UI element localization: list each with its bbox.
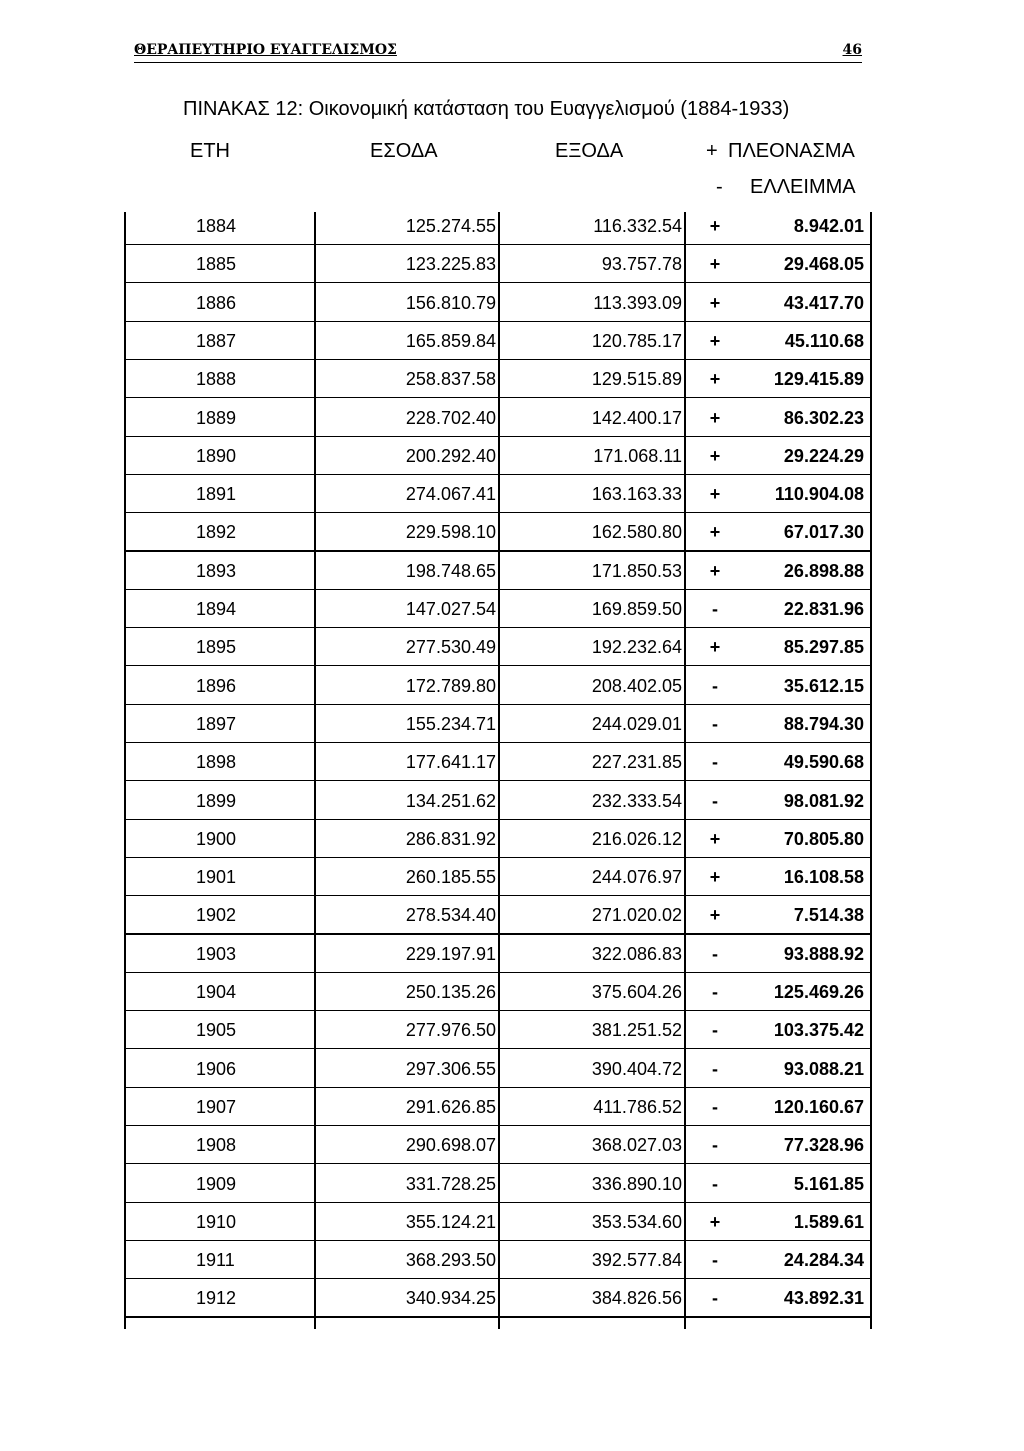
balance-cell: 86.302.23 — [783, 407, 864, 428]
sign-cell: - — [712, 1250, 718, 1271]
income-cell: 286.831.92 — [405, 828, 496, 849]
income-cell: 229.197.91 — [405, 943, 496, 964]
income-cell: 260.185.55 — [405, 867, 496, 888]
table-row — [124, 980, 872, 1018]
year-cell: 1911 — [196, 1250, 235, 1271]
sign-cell: - — [712, 982, 718, 1002]
header-income: ΕΣΟΔΑ — [370, 140, 438, 162]
balance-cell: 29.468.05 — [783, 254, 864, 275]
table-row — [124, 291, 872, 329]
table-row — [124, 252, 872, 290]
table-row — [124, 520, 872, 558]
table-row — [124, 1172, 872, 1210]
income-cell: 125.274.55 — [405, 216, 496, 236]
sign-cell: - — [712, 713, 718, 734]
year-cell: 1892 — [196, 522, 237, 543]
sign-cell: - — [712, 752, 718, 773]
expense-cell: 129.515.89 — [591, 369, 682, 390]
table-row — [124, 559, 872, 597]
table-row — [124, 1210, 872, 1248]
expense-cell: 116.332.54 — [593, 216, 682, 236]
balance-cell: 129.415.89 — [773, 369, 864, 390]
year-cell: 1910 — [196, 1211, 237, 1232]
year-cell: 1898 — [196, 752, 237, 773]
income-cell: 228.702.40 — [405, 407, 496, 428]
balance-cell: 70.805.80 — [783, 828, 864, 849]
year-cell: 1887 — [196, 330, 237, 351]
expense-cell: 384.826.56 — [591, 1288, 682, 1309]
expense-cell: 120.785.17 — [591, 330, 682, 351]
year-cell: 1899 — [196, 790, 237, 811]
expense-cell: 271.020.02 — [591, 905, 682, 926]
income-cell: 134.251.62 — [405, 790, 496, 811]
table-row — [124, 827, 872, 865]
year-cell: 1905 — [196, 1020, 237, 1041]
income-cell: 198.748.65 — [405, 560, 496, 581]
balance-cell: 16.108.58 — [783, 867, 864, 888]
expense-cell: 390.404.72 — [591, 1058, 682, 1079]
expense-cell: 375.604.26 — [591, 982, 682, 1002]
expense-cell: 208.402.05 — [591, 675, 682, 696]
year-cell: 1902 — [196, 905, 237, 926]
table-row — [124, 1057, 872, 1095]
balance-cell: 67.017.30 — [783, 522, 864, 543]
header-deficit-sign: - — [716, 176, 723, 198]
year-cell: 1908 — [196, 1135, 237, 1156]
expense-cell: 411.786.52 — [593, 1096, 682, 1117]
year-cell: 1889 — [196, 407, 237, 428]
year-cell: 1901 — [196, 867, 237, 888]
year-cell: 1884 — [196, 216, 237, 236]
expense-cell: 93.757.78 — [601, 254, 682, 275]
income-cell: 250.135.26 — [405, 982, 496, 1002]
table-row — [124, 674, 872, 712]
sign-cell: - — [712, 599, 718, 619]
table-row — [124, 903, 872, 941]
year-cell: 1909 — [196, 1173, 237, 1194]
balance-cell: 26.898.88 — [783, 560, 864, 581]
expense-cell: 322.086.83 — [591, 943, 682, 964]
expense-cell: 171.850.53 — [591, 560, 682, 581]
income-cell: 290.698.07 — [405, 1135, 496, 1156]
balance-cell: 98.081.92 — [783, 790, 864, 811]
balance-cell: 45.110.68 — [784, 330, 864, 351]
year-cell: 1890 — [196, 445, 237, 466]
income-cell: 277.530.49 — [405, 637, 496, 658]
table-row — [124, 712, 872, 750]
table-row — [124, 367, 872, 405]
table-row — [124, 635, 872, 673]
balance-cell: 8.942.01 — [793, 216, 864, 236]
sign-cell: + — [709, 216, 721, 236]
expense-cell: 192.232.64 — [591, 637, 682, 658]
balance-cell: 103.375.42 — [773, 1020, 864, 1041]
table-row — [124, 1286, 872, 1324]
sign-cell: - — [712, 1173, 718, 1194]
expense-cell: 171.068.11 — [593, 445, 682, 466]
income-cell: 123.225.83 — [405, 254, 496, 275]
expense-cell: 381.251.52 — [591, 1020, 682, 1041]
expense-cell: 163.163.33 — [591, 484, 682, 505]
expense-cell: 162.580.80 — [591, 522, 682, 543]
balance-cell: 24.284.34 — [783, 1250, 864, 1271]
year-cell: 1912 — [196, 1288, 237, 1309]
balance-cell: 5.161.85 — [793, 1173, 864, 1194]
income-cell: 155.234.71 — [405, 713, 496, 734]
running-head — [134, 38, 862, 63]
table-row — [124, 1248, 872, 1286]
balance-cell: 43.892.31 — [783, 1288, 864, 1309]
income-cell: 331.728.25 — [405, 1173, 496, 1194]
expense-cell: 113.393.09 — [593, 292, 682, 313]
expense-cell: 216.026.12 — [591, 828, 682, 849]
sign-cell: + — [709, 828, 721, 849]
year-cell: 1900 — [196, 828, 237, 849]
income-cell: 165.859.84 — [405, 330, 496, 351]
running-head-title: ΘΕΡΑΠΕΥΤΗΡΙΟ ΕΥΑΓΓΕΛΙΣΜΟΣ — [134, 42, 397, 58]
income-cell: 274.067.41 — [405, 484, 496, 505]
year-cell: 1886 — [196, 292, 237, 313]
balance-cell: 49.590.68 — [783, 752, 864, 773]
income-cell: 291.626.85 — [405, 1096, 496, 1117]
header-years: ΕΤΗ — [190, 140, 230, 162]
balance-cell: 29.224.29 — [783, 445, 864, 466]
income-cell: 368.293.50 — [405, 1250, 496, 1271]
header-surplus-sign: + — [706, 140, 718, 162]
table-title: ΠΙΝΑΚΑΣ 12: Οικονομική κατάσταση του Ευαγγελισμού (1884-1933) — [183, 98, 790, 120]
year-cell: 1906 — [196, 1058, 237, 1079]
income-cell: 200.292.40 — [405, 445, 496, 466]
header-deficit: ΕΛΛΕΙΜΜΑ — [750, 176, 856, 198]
year-cell: 1894 — [196, 599, 237, 619]
balance-cell: 22.831.96 — [783, 599, 864, 619]
expense-cell: 353.534.60 — [591, 1211, 682, 1232]
sign-cell: + — [709, 867, 721, 888]
sign-cell: + — [709, 254, 721, 275]
balance-cell: 110.904.08 — [774, 484, 864, 505]
table-row — [124, 1018, 872, 1056]
balance-cell: 1.589.61 — [793, 1211, 864, 1232]
page-number: 46 — [842, 42, 862, 58]
expense-cell: 244.076.97 — [591, 867, 682, 888]
balance-cell: 120.160.67 — [773, 1096, 864, 1117]
year-cell: 1904 — [196, 982, 237, 1002]
expense-cell: 244.029.01 — [591, 713, 682, 734]
income-cell: 172.789.80 — [405, 675, 496, 696]
year-cell: 1885 — [196, 254, 237, 275]
sign-cell: - — [712, 675, 718, 696]
sign-cell: - — [712, 1096, 718, 1117]
expense-cell: 232.333.54 — [591, 790, 682, 811]
table-row — [124, 750, 872, 788]
table-row — [124, 865, 872, 903]
income-cell: 147.027.54 — [405, 599, 496, 619]
sign-cell: - — [712, 1288, 718, 1309]
balance-cell: 35.612.15 — [783, 675, 864, 696]
sign-cell: + — [709, 292, 721, 313]
income-cell: 177.641.17 — [405, 752, 496, 773]
income-cell: 258.837.58 — [405, 369, 496, 390]
balance-cell: 85.297.85 — [783, 637, 864, 658]
sign-cell: + — [709, 330, 721, 351]
sign-cell: + — [709, 484, 721, 505]
expense-cell: 142.400.17 — [591, 407, 682, 428]
sign-cell: + — [709, 407, 721, 428]
sign-cell: + — [709, 369, 721, 390]
sign-cell: - — [712, 943, 718, 964]
table-row — [124, 789, 872, 827]
balance-cell: 88.794.30 — [783, 713, 864, 734]
expense-cell: 336.890.10 — [591, 1173, 682, 1194]
sign-cell: + — [709, 445, 721, 466]
table-row — [124, 1095, 872, 1133]
table-row — [124, 406, 872, 444]
year-cell: 1891 — [196, 484, 237, 505]
table-row — [124, 942, 872, 980]
year-cell: 1896 — [196, 675, 237, 696]
header-surplus: ΠΛΕΟΝΑΣΜΑ — [728, 140, 855, 162]
balance-cell: 93.088.21 — [783, 1058, 864, 1079]
expense-cell: 169.859.50 — [591, 599, 682, 619]
expense-cell: 368.027.03 — [591, 1135, 682, 1156]
income-cell: 277.976.50 — [405, 1020, 496, 1041]
balance-cell: 7.514.38 — [793, 905, 864, 926]
balance-cell: 93.888.92 — [783, 943, 864, 964]
income-cell: 297.306.55 — [405, 1058, 496, 1079]
sign-cell: + — [709, 560, 721, 581]
sign-cell: - — [712, 1020, 718, 1041]
table-row — [124, 482, 872, 520]
sign-cell: + — [709, 522, 721, 543]
year-cell: 1895 — [196, 637, 237, 658]
income-cell: 229.598.10 — [405, 522, 496, 543]
balance-cell: 77.328.96 — [783, 1135, 864, 1156]
income-cell: 156.810.79 — [405, 292, 496, 313]
table-row — [124, 444, 872, 482]
sign-cell: + — [709, 1211, 721, 1232]
expense-cell: 392.577.84 — [591, 1250, 682, 1271]
income-cell: 278.534.40 — [405, 905, 496, 926]
year-cell: 1897 — [196, 713, 237, 734]
table-row — [124, 597, 872, 635]
sign-cell: - — [712, 790, 718, 811]
year-cell: 1888 — [196, 369, 237, 390]
balance-cell: 125.469.26 — [773, 982, 864, 1002]
income-cell: 340.934.25 — [405, 1288, 496, 1309]
year-cell: 1893 — [196, 560, 237, 581]
year-cell: 1903 — [196, 943, 237, 964]
expense-cell: 227.231.85 — [591, 752, 682, 773]
sign-cell: + — [709, 905, 721, 926]
sign-cell: + — [709, 637, 721, 658]
table-row — [124, 214, 872, 252]
income-cell: 355.124.21 — [405, 1211, 496, 1232]
year-cell: 1907 — [196, 1096, 237, 1117]
table-row — [124, 329, 872, 367]
sign-cell: - — [712, 1058, 718, 1079]
header-expense: ΕΞΟΔΑ — [555, 140, 624, 162]
balance-cell: 43.417.70 — [783, 292, 864, 313]
table-row — [124, 1133, 872, 1171]
sign-cell: - — [712, 1135, 718, 1156]
